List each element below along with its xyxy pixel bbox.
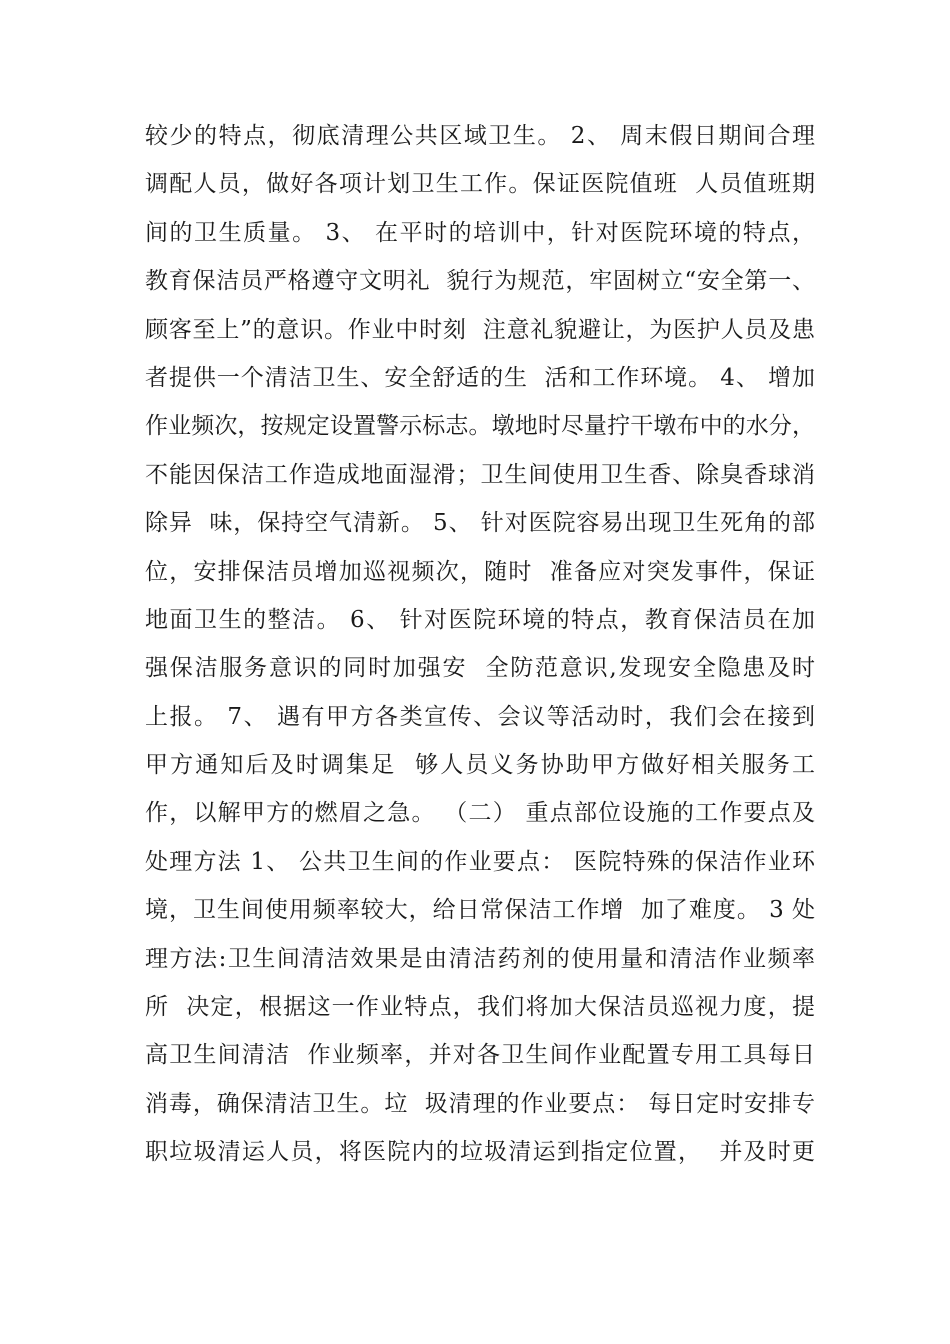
- text-line: 作业频次，按规定设置警示标志。墩地时尽量拧干墩布中的水分，: [145, 413, 815, 440]
- body-text: [145, 112, 815, 1177]
- text-line: 除异 味，保持空气清新。 5、 针对医院容易出现卫生死角的部: [145, 510, 815, 537]
- text-line: 上报。 7、 遇有甲方各类宣传、会议等活动时，我们会在接到: [145, 703, 815, 730]
- text-line: 处理方法 1、 公共卫生间的作业要点： 医院特殊的保洁作业环: [145, 848, 815, 875]
- text-line: 高卫生间清洁 作业频率，并对各卫生间作业配置专用工具每日: [145, 1042, 815, 1069]
- text-line: 较少的特点，彻底清理公共区域卫生。 2、 周末假日期间合理: [145, 123, 815, 149]
- text-line: 境，卫生间使用频率较大，给日常保洁工作增 加了难度。 3 处: [145, 897, 815, 924]
- text-line: 所 决定，根据这一作业特点，我们将加大保洁员巡视力度，提: [145, 994, 815, 1021]
- text-line: 作，以解甲方的燃眉之急。 （二） 重点部位设施的工作要点及: [145, 800, 815, 827]
- text-line: 消毒，确保清洁卫生。垃 圾清理的作业要点： 每日定时安排专: [145, 1090, 815, 1117]
- text-line: 理方法:卫生间清洁效果是由清洁药剂的使用量和清洁作业频率: [145, 945, 815, 972]
- text-line: 位，安排保洁员增加巡视频次，随时 准备应对突发事件，保证: [145, 558, 815, 585]
- text-line: 间的卫生质量。 3、 在平时的培训中，针对医院环境的特点，: [145, 219, 815, 246]
- text-line: 顾客至上”的意识。作业中时刻 注意礼貌避让，为医护人员及患: [145, 316, 815, 343]
- text-line: 职垃圾清运人员，将医院内的垃圾清运到指定位置， 并及时更: [145, 1139, 815, 1166]
- text-line: 教育保洁员严格遵守文明礼 貌行为规范，牢固树立“安全第一、: [145, 268, 815, 295]
- text-line: 调配人员，做好各项计划卫生工作。保证医院值班 人员值班期: [145, 171, 815, 198]
- text-line: 地面卫生的整洁。 6、 针对医院环境的特点，教育保洁员在加: [145, 606, 815, 633]
- text-line: 不能因保洁工作造成地面湿滑；卫生间使用卫生香、除臭香球消: [145, 461, 815, 488]
- text-line: 甲方通知后及时调集足 够人员义务协助甲方做好相关服务工: [145, 752, 815, 779]
- text-line: 者提供一个清洁卫生、安全舒适的生 活和工作环境。 4、 增加: [145, 364, 815, 391]
- text-line: 强保洁服务意识的同时加强安 全防范意识,发现安全隐患及时: [145, 655, 815, 682]
